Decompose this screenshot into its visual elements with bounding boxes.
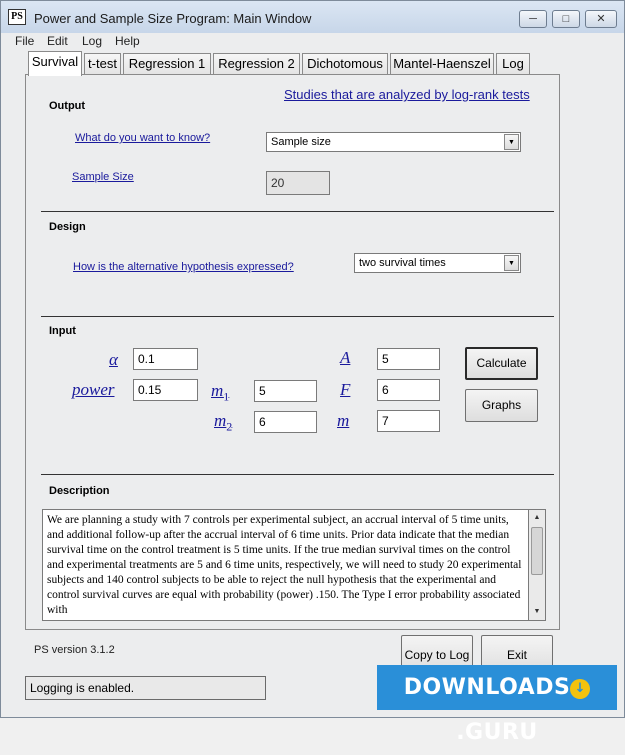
tab-regression-1[interactable]: Regression 1: [123, 53, 211, 75]
divider: [41, 211, 554, 212]
chevron-down-icon[interactable]: ▼: [504, 255, 519, 271]
tab-t-test[interactable]: t-test: [84, 53, 121, 75]
copy-to-log-button[interactable]: Copy to Log: [401, 635, 473, 675]
m2-input[interactable]: 6: [254, 411, 317, 433]
divider: [41, 474, 554, 475]
tab-dichotomous[interactable]: Dichotomous: [302, 53, 388, 75]
description-scrollbar[interactable]: [529, 509, 546, 621]
exit-button[interactable]: Exit: [481, 635, 553, 675]
sample-size-link[interactable]: Sample Size: [72, 171, 134, 183]
menu-bar: [1, 33, 624, 51]
design-title: Design: [49, 221, 86, 233]
studies-link[interactable]: Studies that are analyzed by log-rank tests: [284, 87, 530, 102]
scroll-up-icon[interactable]: ▲: [533, 514, 541, 521]
download-arrow-icon: ↓: [570, 679, 590, 699]
maximize-icon: □: [562, 13, 570, 25]
chevron-down-icon[interactable]: ▼: [504, 134, 519, 150]
tab-regression-2[interactable]: Regression 2: [213, 53, 300, 75]
alpha-label[interactable]: α: [109, 350, 118, 369]
A-input[interactable]: 5: [377, 348, 440, 370]
scroll-thumb[interactable]: [531, 527, 543, 575]
divider: [41, 316, 554, 317]
status-box: Logging is enabled.: [25, 676, 266, 700]
hypothesis-value: two survival times: [359, 257, 446, 269]
alpha-input[interactable]: 0.1: [133, 348, 198, 370]
F-label[interactable]: F: [340, 380, 351, 399]
tab-survival[interactable]: Survival: [28, 51, 82, 76]
description-title: Description: [49, 485, 110, 497]
m1-label[interactable]: $m_1$: [211, 381, 230, 404]
hypothesis-select[interactable]: [354, 253, 521, 273]
input-title: Input: [49, 325, 76, 337]
minimize-icon: ─: [529, 13, 537, 25]
what-to-know-value: Sample size: [271, 136, 331, 148]
output-title: Output: [49, 100, 86, 112]
A-label[interactable]: A: [340, 348, 351, 367]
power-input[interactable]: 0.15: [133, 379, 198, 401]
what-to-know-link[interactable]: What do you want to know?: [75, 132, 211, 144]
m-input[interactable]: 7: [377, 410, 440, 432]
hypothesis-link[interactable]: How is the alternative hypothesis expressed?: [73, 261, 294, 273]
title-bar: [1, 1, 624, 33]
watermark: DOWNLOADS ↓.GURU: [377, 665, 617, 710]
tab-log[interactable]: Log: [496, 53, 530, 75]
survival-panel: [25, 74, 560, 630]
app-icon: PS: [8, 9, 26, 25]
calculate-button[interactable]: Calculate: [465, 347, 538, 380]
power-label[interactable]: power: [72, 380, 115, 399]
m1-input[interactable]: 5: [254, 380, 317, 402]
sample-size-value: 20: [266, 171, 330, 195]
tab-mantel-haenszel[interactable]: Mantel-Haenszel: [390, 53, 494, 75]
what-to-know-select[interactable]: [266, 132, 521, 152]
m-label[interactable]: m: [337, 411, 350, 430]
menu-log[interactable]: Log: [82, 34, 103, 48]
maximize-button[interactable]: [552, 10, 580, 28]
menu-help[interactable]: Help: [115, 34, 140, 48]
menu-edit[interactable]: Edit: [47, 34, 68, 48]
close-icon: ✕: [596, 13, 606, 25]
close-button[interactable]: [585, 10, 617, 28]
menu-file[interactable]: File: [15, 34, 35, 48]
description-text[interactable]: We are planning a study with 7 controls per experimental subject, an accrual interval of 5 time units, and additional follow-up after the accrual interval of 6 time units. Prior data indicate that the median survival time on the control treatment is 5 time units. If the true median survival times on the control and experimental treatments are 5 and 6 time units, respectively, we will need to study 20 experimental subjects and 140 control subjects to be able to reject the null hypothesis that the experimental and control survival curves are equal with probability (power) .150. The Type I error probability associated with: [42, 509, 529, 621]
scroll-down-icon[interactable]: ▼: [533, 608, 541, 615]
graphs-button[interactable]: Graphs: [465, 389, 538, 422]
window-title: Power and Sample Size Program: Main Window: [34, 11, 312, 26]
m2-label[interactable]: $m_2$: [214, 411, 233, 434]
minimize-button[interactable]: [519, 10, 547, 28]
F-input[interactable]: 6: [377, 379, 440, 401]
version-label: PS version 3.1.2: [34, 644, 115, 656]
